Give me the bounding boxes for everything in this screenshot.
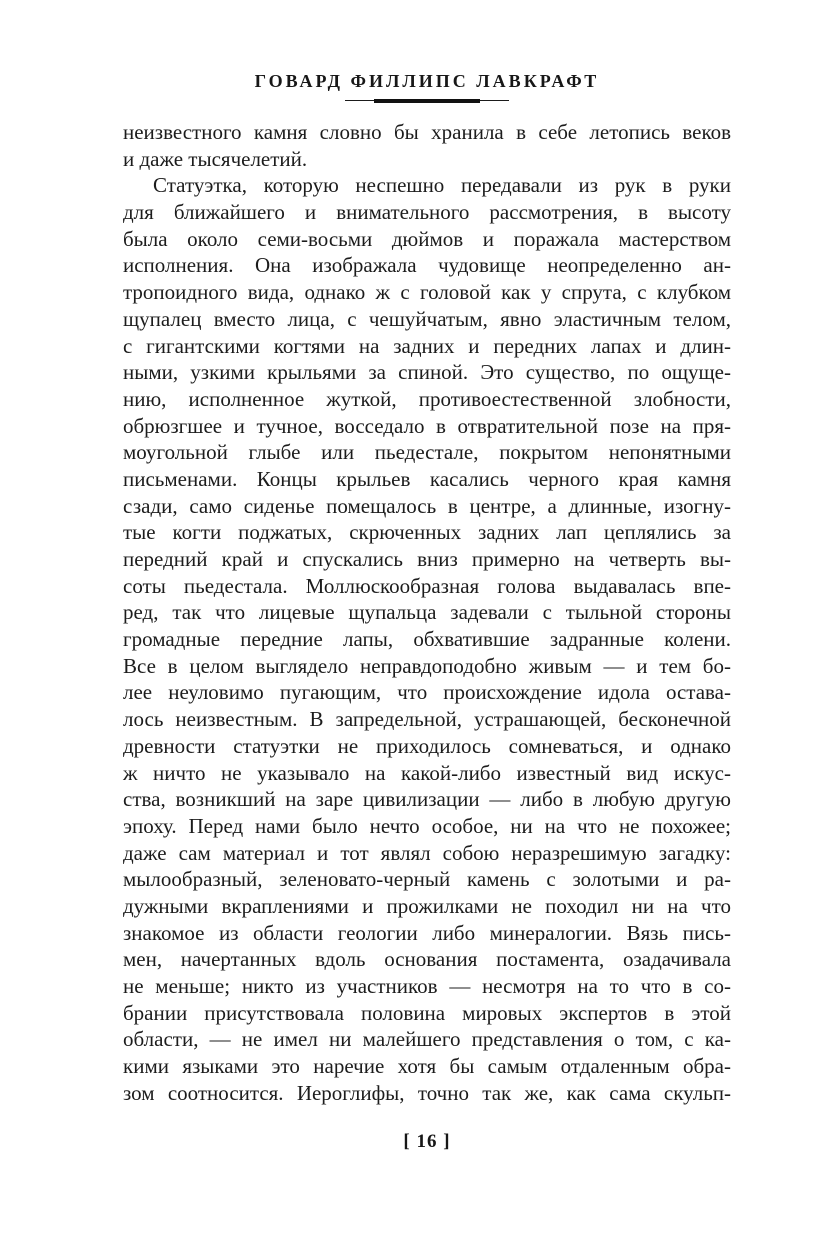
text-line: с гигантскими когтями на задних и передних лапах и длин- [123,333,731,358]
text-line: области, — не имел ни малейшего представления о том, с ка- [123,1027,731,1052]
text-line: письменами. Концы крыльев касались черного края камня [123,466,731,491]
text-line: Все в целом выглядело неправдоподобно живым — и тем бо- [123,653,731,678]
text-line: тропоидного вида, однако ж с головой как у спрута, с клубком [123,280,731,305]
text-line: лось неизвестным. В запредельной, устрашающей, бесконечной [123,707,731,732]
text-line: ред, так что лицевые щупальца задевали с тыльной стороны [123,600,731,625]
text-line: щупалец вместо лица, с чешуйчатым, явно эластичным телом, [123,306,731,331]
text-line: исполнения. Она изображала чудовище неопределенно ан- [123,253,731,278]
text-line: моугольной глыбе или пьедестале, покрытом непонятными [123,440,731,465]
text-line: была около семи-восьми дюймов и поражала мастерством [123,226,731,251]
text-line: нию, исполненное жуткой, противоестественной злобности, [123,386,731,411]
text-line: брании присутствовала половина мировых экспертов в этой [123,1000,731,1025]
text-line: ными, узкими крыльями за спиной. Это существо, по ощуще- [123,360,731,385]
text-line: зом соотносится. Иероглифы, точно так же, как сама скульп- [123,1080,731,1105]
text-line: эпоху. Перед нами было нечто особое, ни на что не похожее; [123,813,731,838]
text-line: передний край и спускались вниз примерно на четверть вы- [123,547,731,571]
text-line: и даже тысячелетий. [123,146,308,171]
text-line: для ближайшего и внимательного рассмотрения, в высоту [123,200,731,225]
page-number: [ 16 ] [403,1131,451,1152]
text-line: мылообразный, зеленовато-черный камень с золотыми и ра- [123,867,731,892]
text-line: соты пьедестала. Моллюскообразная голова выдавалась впе- [123,573,731,598]
text-line: не меньше; никто из участников — несмотря на то что в со- [123,974,731,998]
text-line: мен, начертанных вдоль основания постамента, озадачивала [123,947,731,972]
body-text [123,119,731,1106]
text-line: обрюзгшее и тучное, восседало в отвратительной позе на пря- [123,413,731,438]
text-line: тые когти поджатых, скрюченных задних лап цеплялись за [123,520,731,545]
text-line: сзади, само сиденье помещалось в центре, а длинные, изогну- [123,493,731,518]
text-line: древности статуэтки не приходилось сомневаться, и однако [123,733,731,758]
text-line: знакомое из области геологии либо минералогии. Вязь пись- [123,920,731,945]
text-line: дужными вкраплениями и прожилками не походил ни на что [123,893,731,918]
text-line: неизвестного камня словно бы хранила в себе летопись веков [123,120,731,144]
text-line: ж ничто не указывало на какой-либо известный вид искус- [123,760,731,785]
text-line: кими языками это наречие хотя бы самым отдаленным обра- [123,1054,731,1079]
running-header-author: ГОВАРД ФИЛЛИПС ЛАВКРАФТ [254,71,600,91]
text-line: громадные передние лапы, обхватившие задранные колени. [123,627,731,652]
text-line: даже сам материал и тот являл собою неразрешимую загадку: [123,840,731,865]
text-line: Статуэтка, которую неспешно передавали из рук в руки [153,173,731,198]
text-line: лее неуловимо пугающим, что происхождение идола остава- [123,680,731,705]
header-ornament-rule [345,98,509,104]
rule-thick-bar [374,99,480,103]
text-line: ства, возникший на заре цивилизации — либо в любую другую [123,787,731,812]
